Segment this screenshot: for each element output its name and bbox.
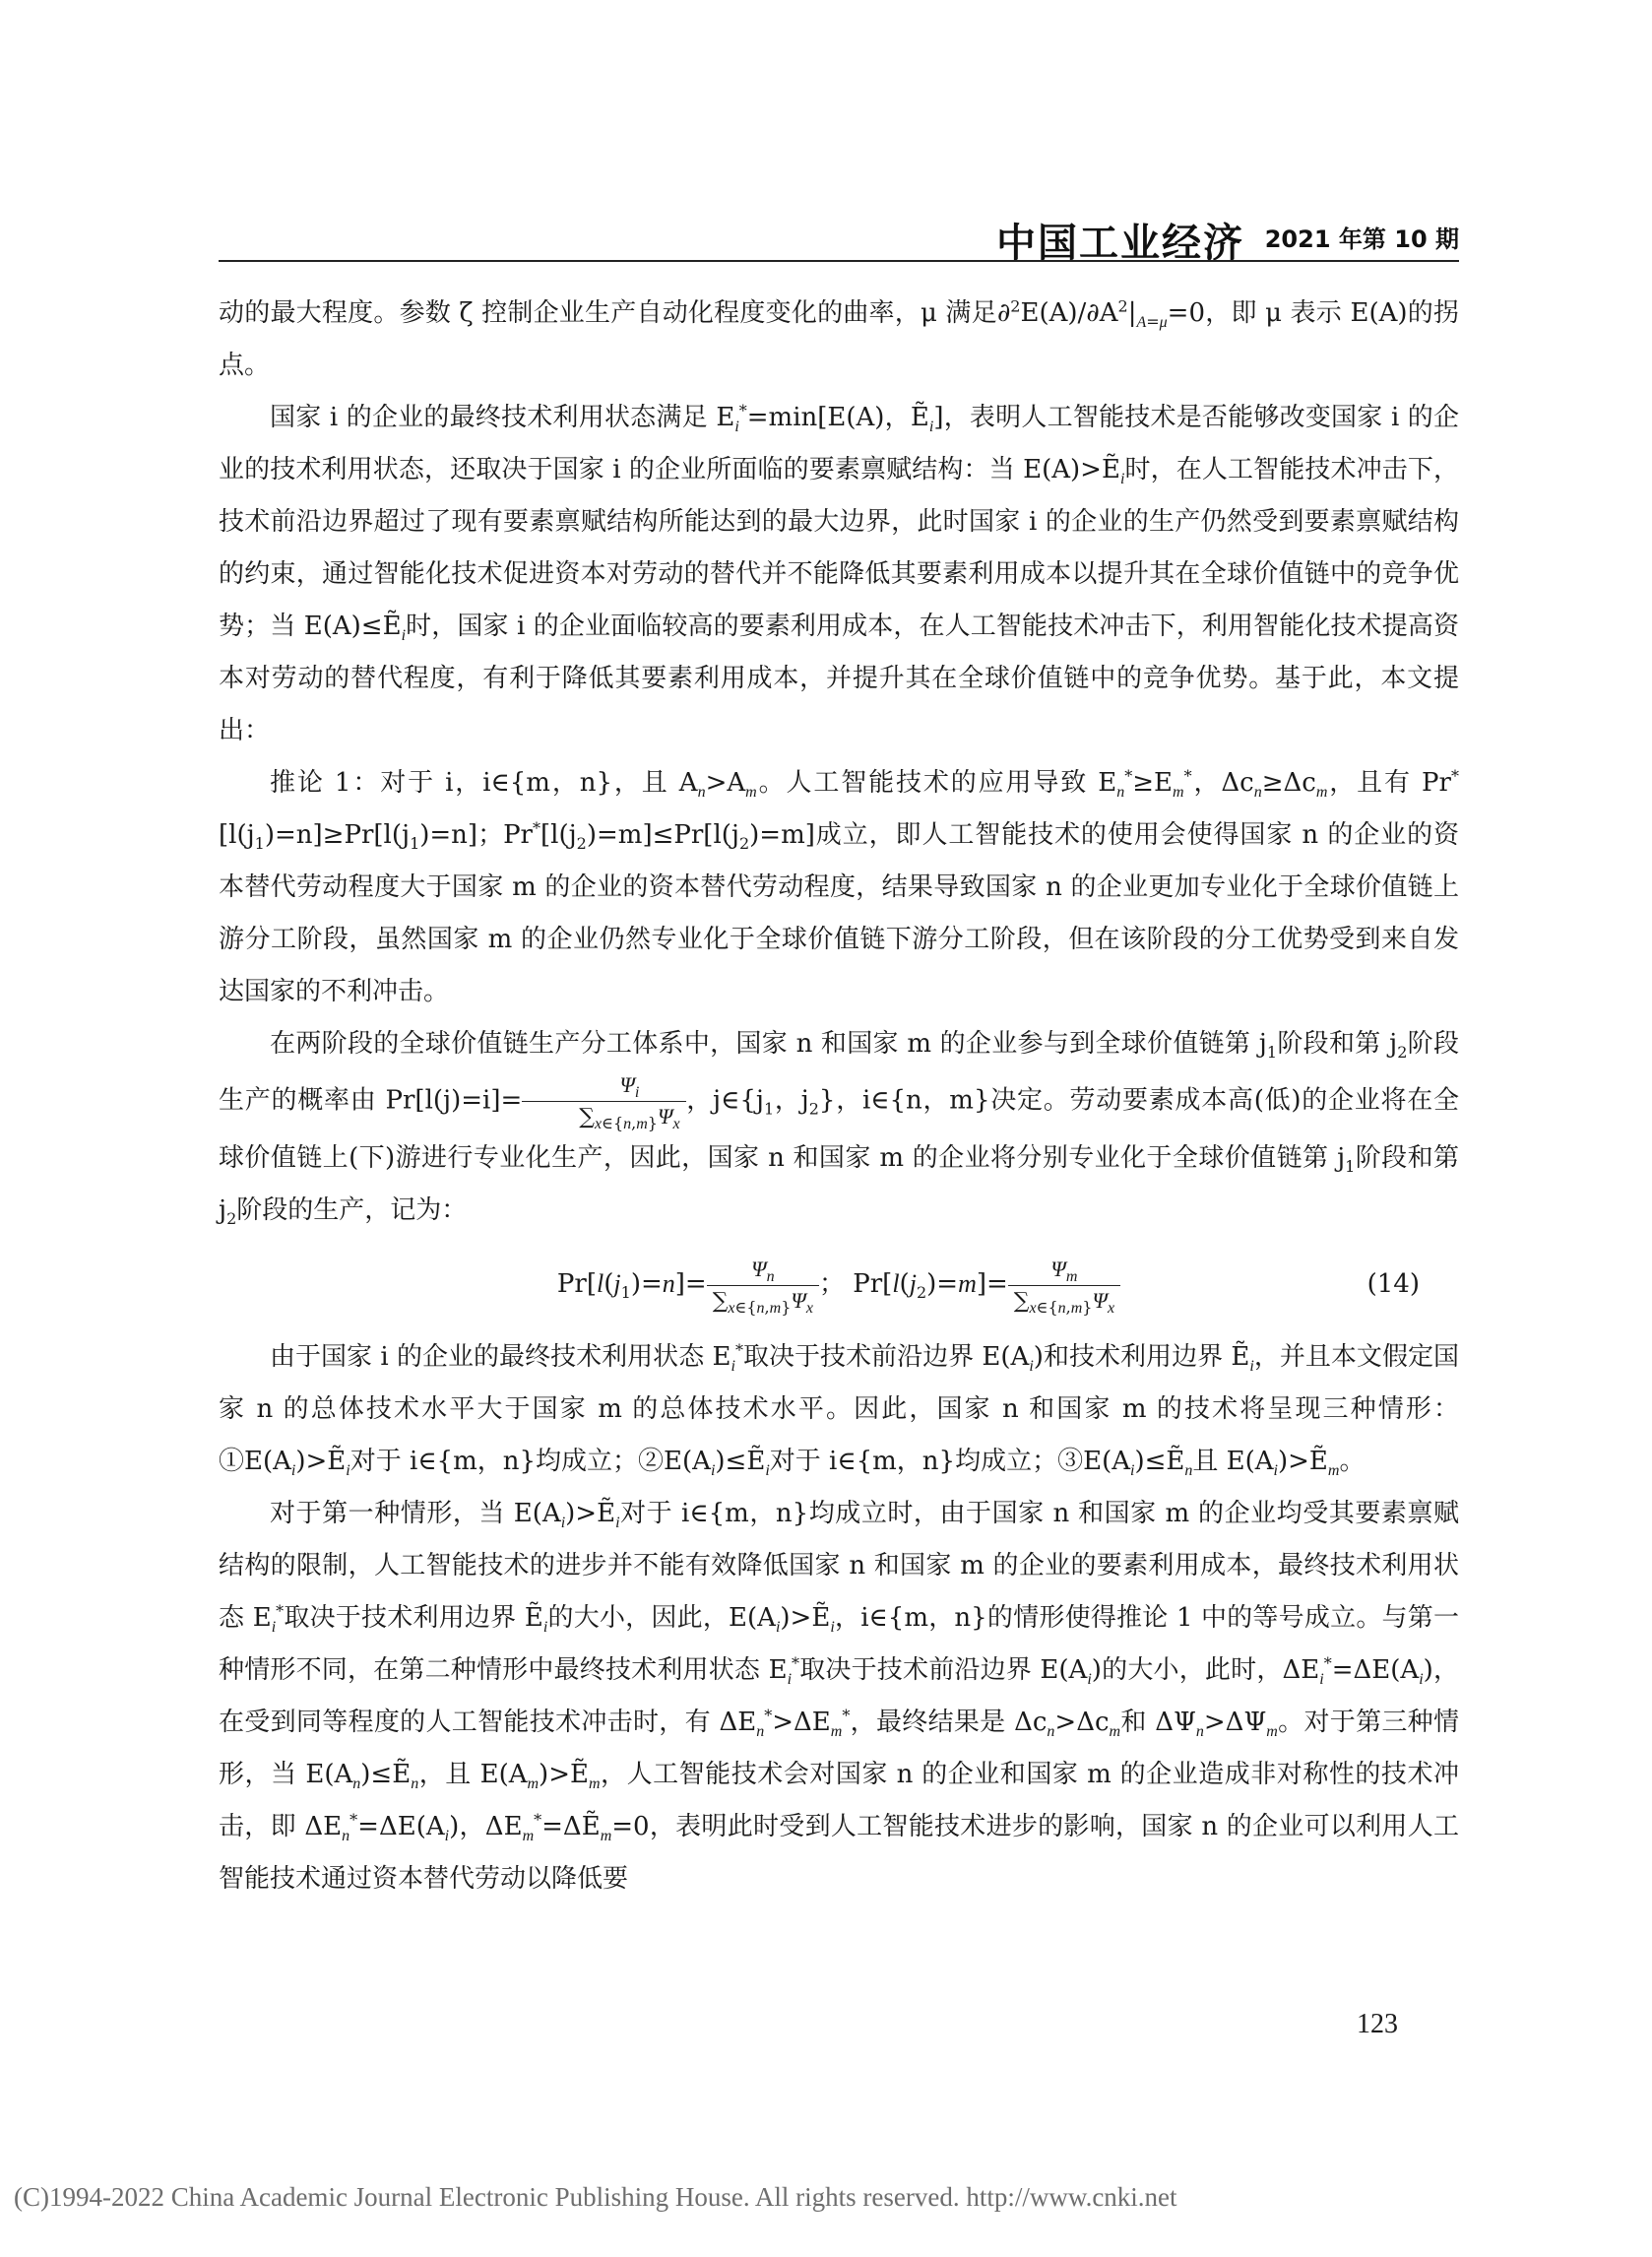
paragraph-1: 动的最大程度。参数 ζ 控制企业生产自动化程度变化的曲率，μ 满足$\partial^2E(A)/\partial A^2|_{A=\mu}=0$，即 μ 表示 E(A)的拐点。: [219, 296, 1460, 380]
page-number: 123: [1357, 2009, 1398, 2039]
paragraph-3: 在两阶段的全球价值链生产分工体系中，国家 n 和国家 m 的企业参与到全球价值链第 $j_1$阶段和第 $j_2$阶段生产的概率由 Pr[l(j)=i]= $\frac{\Psi_i}{\sum_{x\in\{n,m\}}\Psi_x}$ ，$j\in\{j_1$，$j_2$}，i∈{n，m}决定。劳动要素成本高(低)的企业将在全球价值链上(下)游进行专业化生产，因此，国家 n 和国家 m 的企业将分别专业化于全球价值链第 $j_1$阶段和第 $j_2$阶段的生产，记为：: [219, 1029, 1459, 1229]
header-rule: [219, 260, 1459, 262]
running-header: [219, 212, 1459, 266]
equation-number: (14): [1366, 1269, 1420, 1299]
fraction-psi-i: $\frac{\Psi_i}{\sum_{x\in\{n,m\}}\Psi_x}$: [522, 1070, 685, 1132]
paragraph-2: 国家 i 的企业的最终技术利用状态满足 $E_i^*=\min[E(A)$，Ẽ$_i$]，表明人工智能技术是否能够改变国家 i 的企业的技术利用状态，还取决于国家 i 的企业所面临的要素禀赋结构：当 E(A)>Ẽ$_i$时，在人工智能技术冲击下，技术前沿边界超过了现有要素禀赋结构所能达到的最大边界，此时国家 i 的企业的生产仍然受到要素禀赋结构的约束，通过智能化技术促进资本对劳动的替代并不能降低其要素利用成本以提升其在全球价值链中的竞争优势；当 E(A)≤Ẽ$_i$时，国家 i 的企业面临较高的要素利用成本，在人工智能技术冲击下，利用智能化技术提高资本对劳动的替代程度，有利于降低其要素利用成本，并提升其在全球价值链中的竞争优势。基于此，本文提出：: [219, 401, 1459, 745]
paragraph-corollary: 推论 1：对于 i，i∈{m，n}，且 $A_n>A_m$。人工智能技术的应用导致 $E_n^*\ge E_m^*$，$\Delta c_n\ge\Delta c_m$，且有 $Pr^*[l(j_1)=n]\ge Pr[l(j_1)=n]$；$Pr^*[l(j_2)=m]\le Pr[l(j_2)=m]$成立，即人工智能技术的使用会使得国家 n 的企业的资本替代劳动程度大于国家 m 的企业的资本替代劳动程度，结果导致国家 n 的企业更加专业化于全球价值链上游分工阶段，虽然国家 m 的企业仍然专业化于全球价值链下游分工阶段，但在该阶段的分工优势受到来自发达国家的不利冲击。: [219, 766, 1459, 1006]
issue-label: 2021 年第 10 期: [1264, 226, 1459, 253]
paragraph-5: 对于第一种情形，当 $E(A_i)>Ẽ_i$对于 i∈{m，n}均成立时，由于国家 n 和国家 m 的企业均受其要素禀赋结构的限制，人工智能技术的进步并不能有效降低国家 n 和国家 m 的企业的要素利用成本，最终技术利用状态 $E_i^*$取决于技术利用边界 Ẽ$_i$的大小，因此，$E(A_i)>Ẽ_i$，i∈{m，n}的情形使得推论 1 中的等号成立。与第一种情形不同，在第二种情形中最终技术利用状态 $E_i^*$取决于技术前沿边界 $E(A_i)$的大小，此时，$\Delta E_i^*=\Delta E(A_i)$，在受到同等程度的人工智能技术冲击时，有 $\Delta E_n^*>\Delta E_m^*$，最终结果是 $\Delta c_n>\Delta c_m$和 $\Delta\Psi_n>\Delta\Psi_m$。对于第三种情形，当 $E(A_n)\le Ẽ_n$，且 $E(A_m)>Ẽ_m$，人工智能技术会对国家 n 的企业和国家 m 的企业造成非对称性的技术冲击，即 $\Delta E_n^*=\Delta E(A_i)$，$\Delta E_m^*=\Delta Ẽ_m=0$，表明此时受到人工智能技术进步的影响，国家 n 的企业可以利用人工智能技术通过资本替代劳动以降低要: [219, 1499, 1459, 1894]
paragraph-4: 由于国家 i 的企业的最终技术利用状态 $E_i^*$取决于技术前沿边界 $E(A_i)$和技术利用边界 Ẽ$_i$，并且本文假定国家 n 的总体技术水平大于国家 m 的总体技术水平。因此，国家 n 和国家 m 的技术将呈现三种情形：$①E(A_i)>Ẽ_i$对于 i∈{m，n}均成立；$②E(A_i)\le Ẽ_i$对于 i∈{m，n}均成立；$③E(A_i)\le Ẽ_n$且 $E(A_i)>Ẽ_m$。: [219, 1340, 1459, 1480]
equation-14: $Pr[l(j_1)=n]=$ $\frac{\Psi_n}{\sum_{x\in\{n,m\}}\Psi_x}$ ； $Pr[l(j_2)=m]=$ $\frac{\Psi_m}{\sum_{x\in\{n,m\}}\Psi_x}$ (14): [219, 1245, 1459, 1323]
article-body: [219, 288, 1459, 1905]
copyright-footer: (C)1994-2022 China Academic Journal Electronic Publishing House. All rights reserved. http://www.cnki.net: [14, 2182, 1177, 2212]
journal-title: 中国工业经济: [996, 220, 1244, 266]
